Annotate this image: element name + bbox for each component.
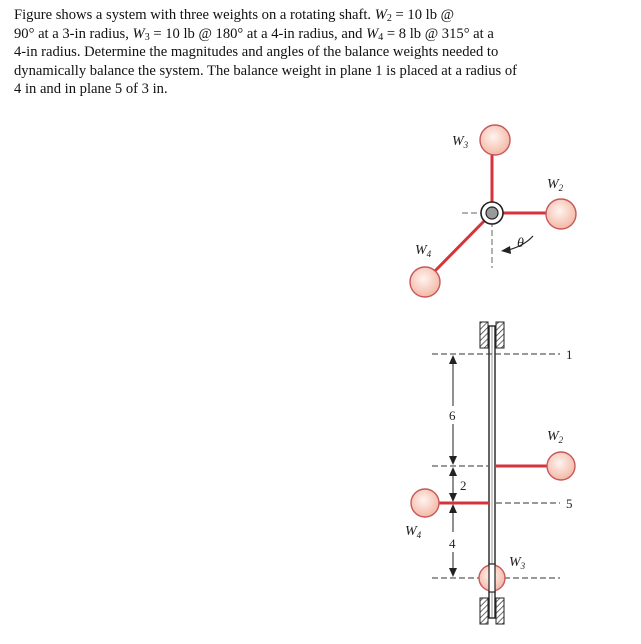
- problem-line-3: 4-in radius. Determine the magnitudes and angles of the balance weights needed to: [14, 44, 499, 61]
- w4-label-side: $W_4$: [405, 524, 422, 540]
- w4-weight-side: [411, 489, 439, 517]
- theta-label: θ: [517, 236, 524, 251]
- shaft-hub-inner: [486, 207, 498, 219]
- problem-line-2: 90° at a 3-in radius, $W_3 = 10$ lb @ 180° at a 4-in radius, and $W_4 = 8$ lb @ 315° at a: [14, 25, 494, 43]
- w4-weight-end: [410, 267, 440, 297]
- dim-6-arrow-down-icon: [449, 456, 457, 465]
- w4-arm: [434, 213, 492, 272]
- w2-weight-end: [546, 199, 576, 229]
- w2-label-side: $W_2$: [547, 429, 564, 445]
- w3-label-end: $W_3$: [452, 134, 469, 150]
- w3-label-side: $W_3$: [509, 555, 526, 571]
- plane-5-label: 5: [566, 496, 573, 511]
- problem-line-4: dynamically balance the system. The balance weight in plane 1 is placed at a radius of: [14, 62, 518, 79]
- w4-label-end: $W_4$: [415, 243, 432, 259]
- problem-line-1: Figure shows a system with three weights on a rotating shaft. $W_2 = 10$ lb @: [14, 7, 455, 24]
- shaft-over-w3: [489, 564, 495, 592]
- dim-6-label: 6: [449, 408, 456, 423]
- end-view: [410, 125, 576, 297]
- w2-weight-side: [547, 452, 575, 480]
- rotation-arrowhead-icon: [501, 246, 511, 254]
- plane-1-label: 1: [566, 347, 573, 362]
- dim-6-arrow-up-icon: [449, 355, 457, 364]
- w3-weight-end: [480, 125, 510, 155]
- side-view: [405, 322, 575, 624]
- dim-4-arrow-up-icon: [449, 504, 457, 513]
- problem-line-5: 4 in and in plane 5 of 3 in.: [14, 81, 168, 98]
- w2-label-end: $W_2$: [547, 177, 564, 193]
- dim-2-label: 2: [460, 478, 467, 493]
- dim-2-arrow-down-icon: [449, 493, 457, 502]
- dim-4-arrow-down-icon: [449, 568, 457, 577]
- dim-4-label: 4: [449, 536, 456, 551]
- dim-2-arrow-up-icon: [449, 467, 457, 476]
